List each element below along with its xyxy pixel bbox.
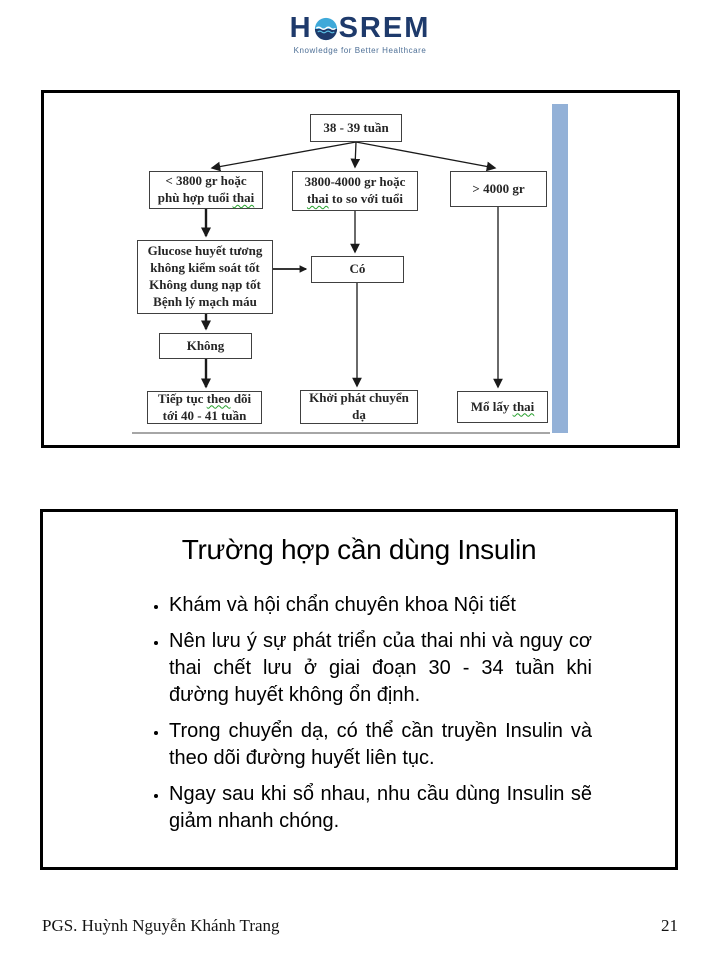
flow-node-glucose-criteria: Glucose huyết tương không kiểm soát tốt Không dung nạp tốt Bệnh lý mạch máu [137,240,273,314]
hosrem-logo-row [290,14,431,43]
flowchart-canvas [44,93,677,445]
hosrem-globe-icon [314,17,338,41]
insulin-bullet-3: • Trong chuyển dạ, có thể cần truyền Insulin và theo dõi đường huyết liên tục. [169,718,592,772]
insulin-bullet-2: • Nên lưu ý sự phát triển của thai nhi và nguy cơ thai chết lưu ở giai đoạn 30 - 34 tuần khi đường huyết không ổn định. [169,628,592,709]
flow-node-yes: Có [311,256,404,283]
footer-page-number: 21 [661,916,678,935]
flow-node-weeks: 38 - 39 tuần [310,114,402,142]
flow-node-induce-labor: Khởi phát chuyển dạ [300,390,418,424]
footer-author: PGS. Huỳnh Nguyễn Khánh Trang [42,916,280,935]
insulin-bullet-1: • Khám và hội chẩn chuyên khoa Nội tiết [169,592,592,619]
flow-node-no: Không [159,333,252,359]
flow-node-cesarean: Mổ lấy thai [457,391,548,423]
arrow-top-to-b1 [212,142,356,168]
flow-node-over-4000: > 4000 gr [450,171,547,207]
flow-node-3800-4000: 3800-4000 gr hoặc thai to so với tuổi [292,171,418,211]
flow-node-continue-monitoring: Tiếp tục theo dõi tới 40 - 41 tuần [147,391,262,424]
insulin-bullet-list [43,592,675,835]
arrow-top-to-b2 [355,142,356,167]
flowchart-baseline-rule [132,432,550,434]
logo-letter-h: H [289,12,313,44]
insulin-panel [40,509,678,870]
flowchart-panel [41,90,680,448]
insulin-bullet-4: • Ngay sau khi sổ nhau, nhu cầu dùng Insulin sẽ giảm nhanh chóng. [169,781,592,835]
scrollbar-decoration [552,104,568,433]
logo-tagline: Knowledge for Better Healthcare [293,46,427,55]
arrow-top-to-b3 [356,142,495,168]
hosrem-logo [0,14,720,55]
logo-letters-srem: SREM [338,12,431,44]
slide-footer [0,916,720,936]
flow-node-under-3800: < 3800 gr hoặc phù hợp tuổi thai [149,171,263,209]
insulin-title: Trường hợp cần dùng Insulin [181,534,537,565]
